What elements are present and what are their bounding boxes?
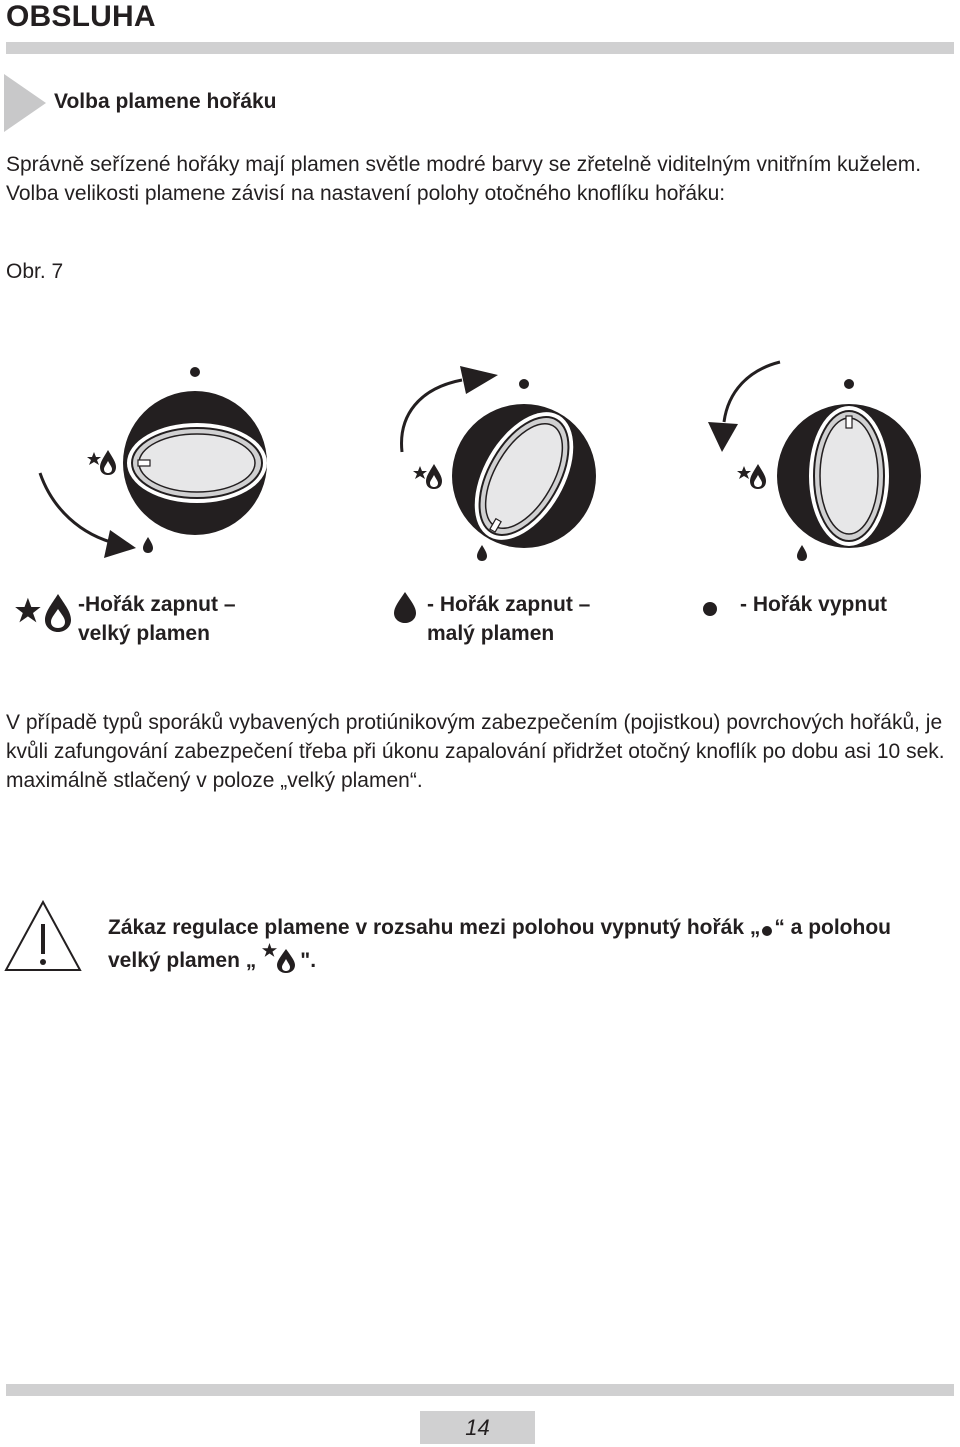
legend-big-flame-line1: -Hořák zapnut – <box>78 593 236 616</box>
off-dot-icon <box>760 922 774 938</box>
off-dot-icon <box>702 601 718 617</box>
small-flame-icon <box>393 592 417 624</box>
intro-paragraph: Správně seřízené hořáky mají plamen světle modré barvy se zřetelně viditelným vnitřním kuželem. Volba velikosti plamene závisí na nastavení polohy otočného knoflíku hořáku: <box>6 153 922 205</box>
legend-small-flame-line2: malý plamen <box>427 622 555 645</box>
warning-part1: Zákaz regulace plamene v rozsahu mezi polohou vypnutý hořák „ <box>108 916 761 939</box>
warning-part2: “ a polohou <box>774 916 891 939</box>
warning-text <box>108 912 958 976</box>
page-number: 14 <box>420 1411 535 1444</box>
section-arrow-icon <box>4 74 46 132</box>
legend-off-line1: - Hořák vypnut <box>740 593 888 616</box>
header-rule <box>6 42 954 54</box>
warning-part4: ". <box>300 949 317 972</box>
big-flame-icon <box>14 592 72 634</box>
warning-triangle-icon <box>4 900 82 972</box>
big-flame-icon <box>256 943 300 973</box>
knob-small-flame <box>402 366 596 561</box>
legend-small-flame-line1: - Hořák zapnut – <box>427 593 591 616</box>
footer-rule <box>6 1384 954 1396</box>
warning-part3: velký plamen „ <box>108 949 257 972</box>
legend-off <box>740 590 887 619</box>
section-title: Volba plamene hořáku <box>54 90 277 113</box>
figure-caption: Obr. 7 <box>6 260 64 283</box>
page-title: OBSLUHA <box>6 0 156 33</box>
legend-small-flame <box>427 590 590 648</box>
legend-big-flame <box>78 590 236 648</box>
knob-big-flame <box>40 367 267 558</box>
safety-paragraph: V případě typů sporáků vybavených protiúnikovým zabezpečením (pojistkou) povrchových hořáků, je kvůli zafungování zabezpečení třeba při úkonu zapalování přidržet otočný knoflík po dobu asi 10 sek. maximálně stlačený v poloze „velký plamen“. <box>6 711 945 792</box>
knob-off <box>708 362 921 561</box>
legend-big-flame-line2: velký plamen <box>78 622 210 645</box>
knob-positions-figure <box>0 330 960 570</box>
